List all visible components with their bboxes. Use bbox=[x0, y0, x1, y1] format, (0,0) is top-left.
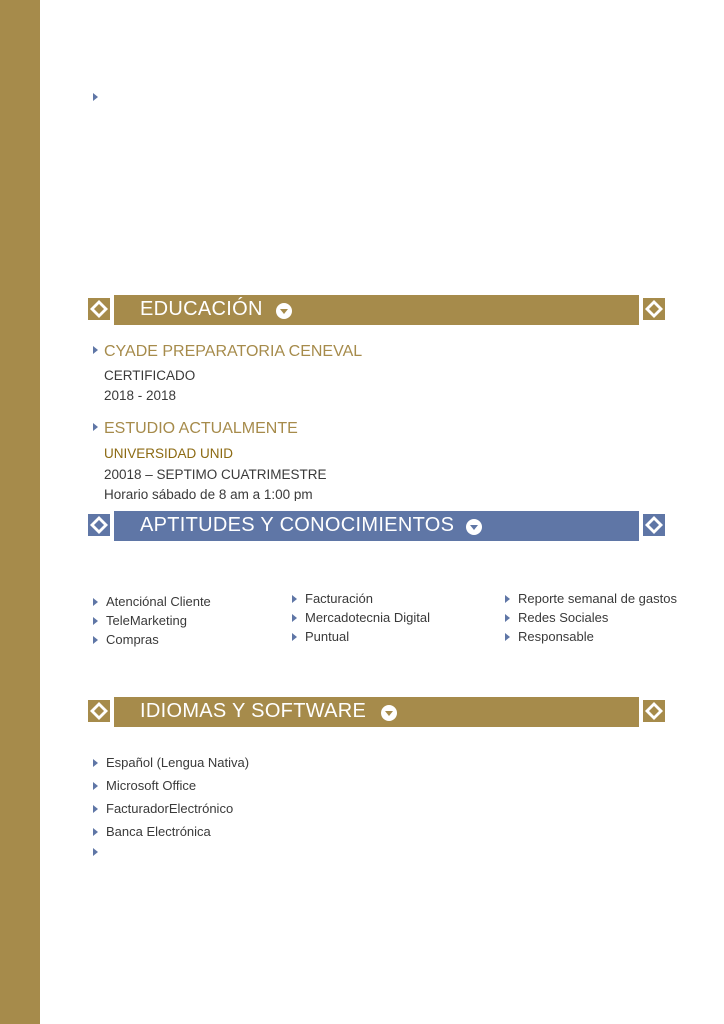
education-entry-detail: 2018 - 2018 bbox=[104, 388, 177, 403]
bullet-icon bbox=[292, 614, 297, 622]
skills-column-3 bbox=[505, 589, 677, 646]
chevron-down-icon[interactable] bbox=[381, 705, 397, 721]
bullet-icon bbox=[93, 423, 98, 431]
education-header bbox=[114, 295, 639, 325]
list-item: Atenciónal Cliente bbox=[93, 592, 211, 611]
list-item: Mercadotecnia Digital bbox=[292, 608, 430, 627]
list-item: TeleMarketing bbox=[93, 611, 211, 630]
bullet-icon bbox=[93, 759, 98, 767]
left-side-bar bbox=[0, 0, 40, 1024]
education-entry-title: ESTUDIO ACTUALMENTE bbox=[93, 420, 298, 438]
skills-column-2 bbox=[292, 589, 430, 646]
education-entry-title: CYADE PREPARATORIA CENEVAL bbox=[93, 343, 362, 361]
bullet-icon bbox=[93, 598, 98, 606]
bullet-icon bbox=[505, 614, 510, 622]
education-entry-detail: Horario sábado de 8 am a 1:00 pm bbox=[104, 487, 313, 501]
chevron-down-icon[interactable] bbox=[466, 519, 482, 535]
bullet-icon bbox=[505, 595, 510, 603]
diamond-ornament-icon bbox=[643, 298, 665, 320]
list-item: Redes Sociales bbox=[505, 608, 677, 627]
languages-header bbox=[114, 697, 639, 727]
bullet-icon bbox=[292, 595, 297, 603]
bullet-icon bbox=[93, 848, 98, 856]
education-entry-detail: 20018 – SEPTIMO CUATRIMESTRE bbox=[104, 467, 327, 482]
bullet-icon bbox=[93, 617, 98, 625]
diamond-ornament-icon bbox=[88, 700, 110, 722]
list-item: Microsoft Office bbox=[93, 774, 249, 797]
diamond-ornament-icon bbox=[643, 514, 665, 536]
education-entry-detail: UNIVERSIDAD UNID bbox=[104, 446, 234, 461]
education-title: EDUCACIÓN bbox=[140, 298, 263, 320]
bullet-icon bbox=[93, 93, 98, 101]
bullet-icon bbox=[93, 805, 98, 813]
diamond-ornament-icon bbox=[643, 700, 665, 722]
chevron-down-icon[interactable] bbox=[276, 303, 292, 319]
list-item: Facturación bbox=[292, 589, 430, 608]
list-item: FacturadorElectrónico bbox=[93, 797, 249, 820]
languages-title: IDIOMAS Y SOFTWARE bbox=[140, 700, 367, 722]
skills-title: APTITUDES Y CONOCIMIENTOS bbox=[140, 514, 455, 536]
list-item: Reporte semanal de gastos bbox=[505, 589, 677, 608]
bullet-icon bbox=[93, 828, 98, 836]
list-item: Puntual bbox=[292, 627, 430, 646]
languages-list bbox=[93, 751, 249, 843]
bullet-icon bbox=[505, 633, 510, 641]
bullet-icon bbox=[93, 782, 98, 790]
bullet-icon bbox=[93, 346, 98, 354]
list-item: Banca Electrónica bbox=[93, 820, 249, 843]
education-entry-detail: CERTIFICADO bbox=[104, 368, 196, 383]
skills-header bbox=[114, 511, 639, 541]
bullet-icon bbox=[292, 633, 297, 641]
diamond-ornament-icon bbox=[88, 298, 110, 320]
diamond-ornament-icon bbox=[88, 514, 110, 536]
list-item: Compras bbox=[93, 630, 211, 649]
list-item: Responsable bbox=[505, 627, 677, 646]
bullet-icon bbox=[93, 636, 98, 644]
list-item: Español (Lengua Nativa) bbox=[93, 751, 249, 774]
skills-column-1 bbox=[93, 592, 211, 649]
